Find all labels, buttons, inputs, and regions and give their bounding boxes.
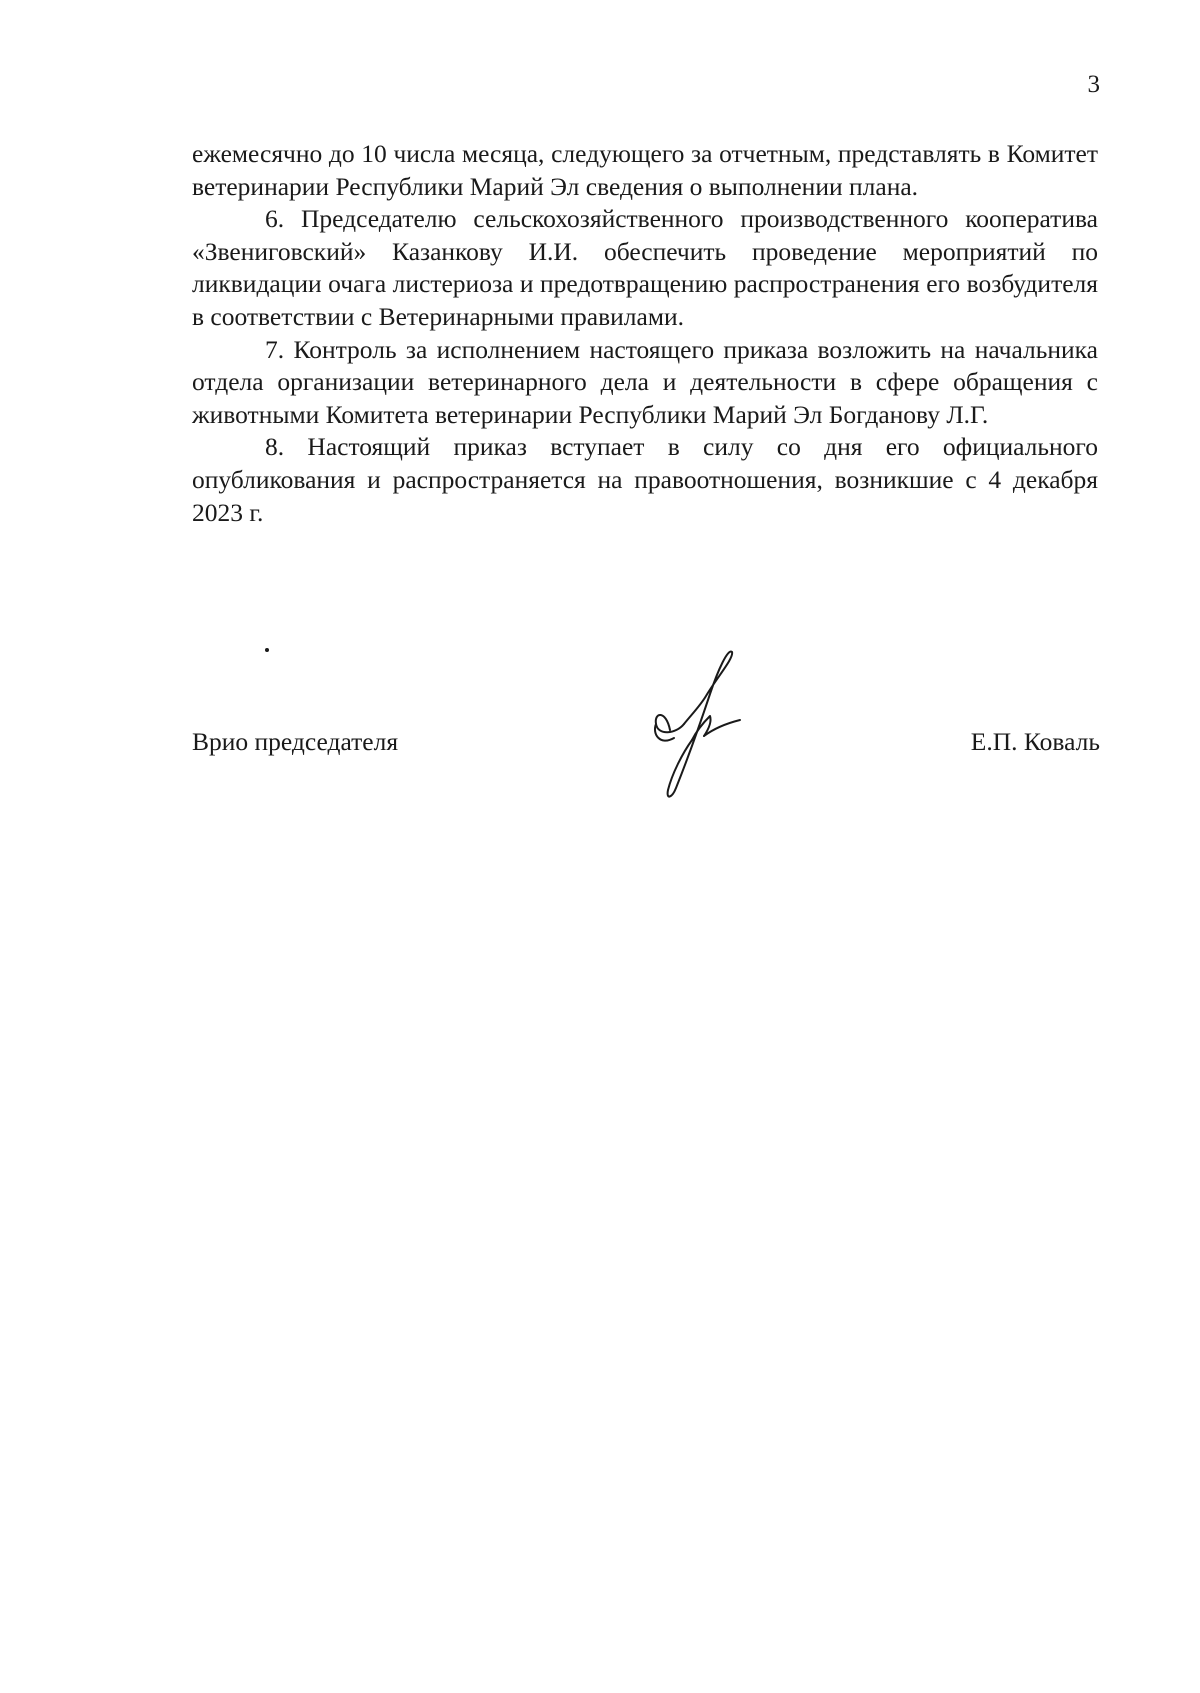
signatory-name: Е.П. Коваль bbox=[970, 727, 1100, 756]
stray-dot-mark bbox=[265, 648, 269, 652]
page-number: 3 bbox=[1087, 71, 1100, 98]
paragraph-item-7: 7. Контроль за исполнением настоящего приказа возложить на начальника отдела организации ветеринарного дела и деятельности в сфере обращения с животными Комитета ветеринарии Республики Марий Эл Богданову Л.Г. bbox=[192, 334, 1098, 429]
paragraph-item-6: 6. Председателю сельскохозяйственного производственного кооператива «Звениговский» Казанкову И.И. обеспечить проведение мероприятий по ликвидации очага листериоза и предотвращению распространения его возбудителя в соответствии с Ветеринарными правилами. bbox=[192, 204, 1098, 331]
document-body bbox=[192, 138, 1098, 529]
handwritten-signature-icon bbox=[640, 650, 770, 800]
paragraph-item-8: 8. Настоящий приказ вступает в силу со дня его официального опубликования и распространяется на правоотношения, возникшие с 4 декабря 2023 г. bbox=[192, 432, 1098, 527]
paragraph-continuation: ежемесячно до 10 числа месяца, следующего за отчетным, представлять в Комитет ветеринарии Республики Марий Эл сведения о выполнении плана. bbox=[192, 139, 1098, 201]
signatory-title: Врио председателя bbox=[192, 727, 399, 756]
